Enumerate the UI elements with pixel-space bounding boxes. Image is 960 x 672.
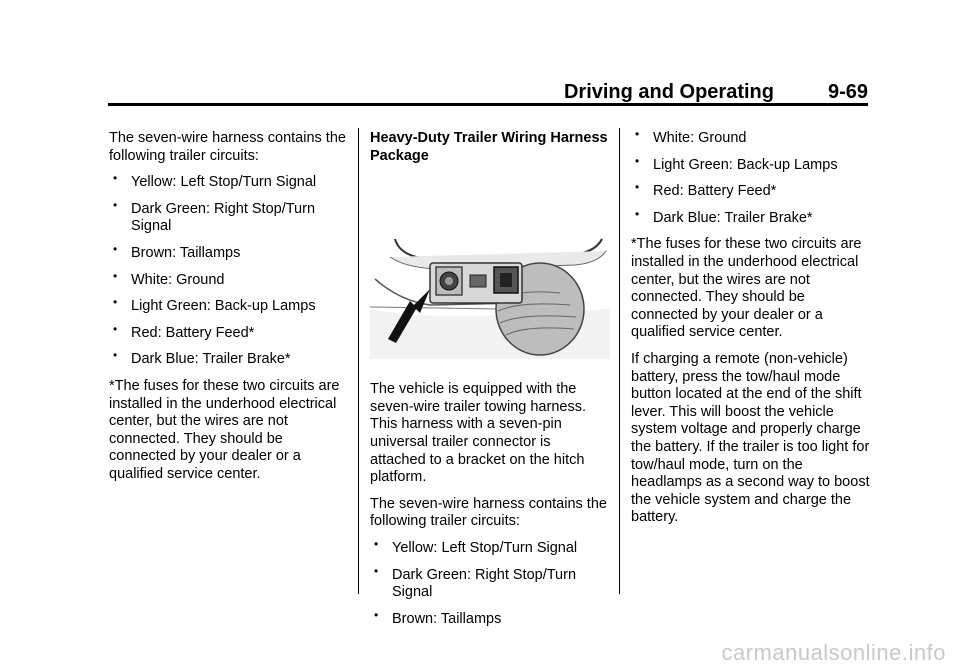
page-header — [0, 0, 868, 103]
bullet-icon: • — [113, 241, 118, 256]
watermark: carmanualsonline.info — [721, 640, 946, 665]
list-item: • Yellow: Left Stop/Turn Signal — [113, 171, 317, 191]
list-item: • Brown: Taillamps — [374, 607, 502, 627]
list-item: • Dark Blue: Trailer Brake* — [635, 206, 813, 226]
bullet-icon: • — [635, 153, 640, 168]
page-number: 9-69 — [827, 81, 868, 103]
list-item: • Dark Green: Right Stop/Turn Signal — [374, 563, 577, 601]
fuse-note: *The fuses for these two circuits are installed in the underhood electrical center, but the wires are not connected. They should be connected by your dealer or a qualified service center. — [631, 236, 862, 341]
list-item: • White: Ground — [113, 268, 225, 288]
bullet-icon: • — [635, 127, 640, 141]
intro-paragraph: The seven-wire harness contains the following trailer circuits: — [109, 130, 346, 164]
column-divider-1 — [358, 128, 359, 594]
trailer-connector-illustration-icon — [370, 209, 610, 359]
bullet-icon: • — [113, 197, 118, 212]
charging-paragraph: If charging a remote (non-vehicle) battery, press the tow/haul mode button located at the end of the shift lever. This will boost the vehicle system voltage and properly charge the battery. If the trailer is too light for tow/haul mode, turn on the headlamps as a second way to boost the vehicle system and charge the battery. — [631, 350, 870, 526]
bullet-icon: • — [635, 180, 640, 195]
list-item: • Yellow: Left Stop/Turn Signal — [374, 536, 578, 556]
circuit-list — [631, 127, 871, 227]
bullet-icon: • — [374, 607, 379, 622]
intro-paragraph: The seven-wire harness contains the following trailer circuits: — [370, 495, 607, 530]
equipment-paragraph: The vehicle is equipped with the seven-wire trailer towing harness. This harness with a seven-pin universal trailer connector is attached to a bracket on the hitch platform. — [370, 381, 586, 486]
list-item: • Red: Battery Feed* — [635, 180, 777, 200]
bullet-icon: • — [374, 563, 379, 578]
trailer-hitch-figure — [370, 209, 610, 359]
section-heading: Heavy-Duty Trailer Wiring Harness Package — [370, 130, 608, 164]
bullet-icon: • — [113, 321, 118, 336]
bullet-icon: • — [374, 536, 379, 551]
bullet-icon: • — [113, 348, 118, 363]
list-item: • Light Green: Back-up Lamps — [635, 153, 838, 173]
list-item: • Dark Blue: Trailer Brake* — [113, 348, 291, 368]
list-item: • Brown: Taillamps — [113, 241, 241, 261]
section-title: Driving and Operating — [563, 81, 774, 103]
header-rule — [108, 103, 868, 106]
list-item: • Light Green: Back-up Lamps — [113, 295, 316, 315]
circuit-list — [370, 536, 610, 628]
column-3 — [631, 127, 871, 536]
bullet-icon: • — [635, 206, 640, 221]
column-divider-2 — [619, 128, 620, 594]
list-item: • White: Ground — [635, 127, 747, 146]
column-2 — [370, 130, 610, 637]
bullet-icon: • — [113, 268, 118, 283]
list-item: • Dark Green: Right Stop/Turn Signal — [113, 197, 316, 235]
fuse-note: *The fuses for these two circuits are installed in the underhood electrical center, but the wires are not connected. They should be connected by your dealer or a qualified service center. — [109, 377, 340, 482]
bullet-icon: • — [113, 295, 118, 310]
column-1 — [109, 130, 349, 493]
circuit-list — [109, 171, 349, 369]
list-item: • Red: Battery Feed* — [113, 321, 255, 341]
bullet-icon: • — [113, 171, 118, 186]
